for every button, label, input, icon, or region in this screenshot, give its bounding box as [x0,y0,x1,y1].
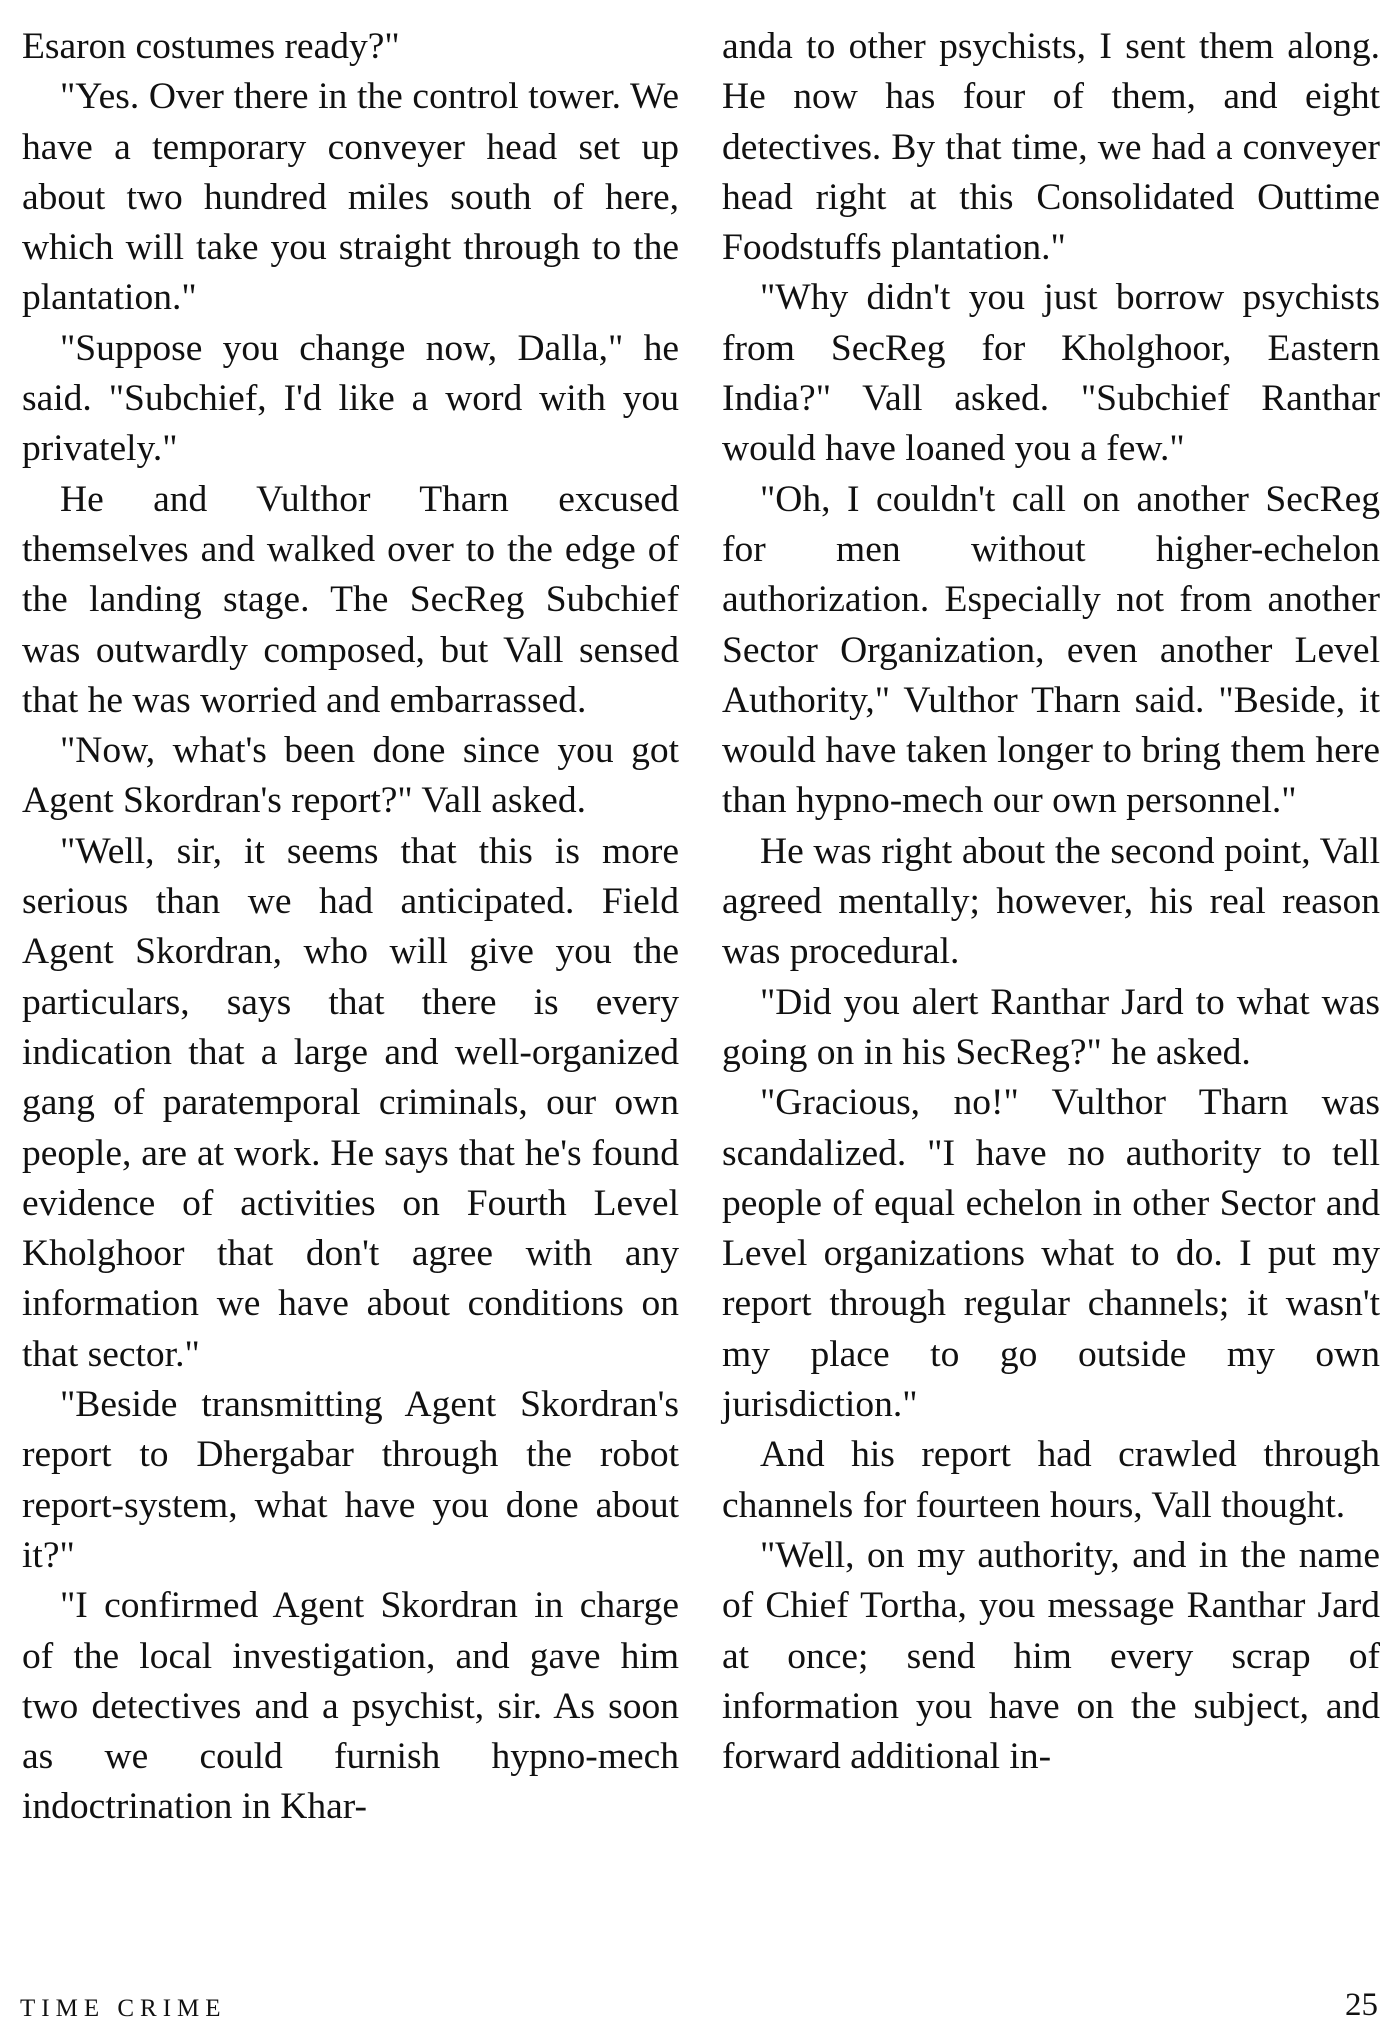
paragraph: "Did you alert Ranthar Jard to what was going on in his SecReg?" he asked. [722,981,1380,1073]
right-column [722,22,1380,1782]
paragraph: Esaron costumes ready?" [22,26,400,67]
page-number: 25 [1345,1987,1378,2023]
paragraph: "Suppose you change now, Dalla," he said. "Subchief, I'd like a word with you privately." [22,327,679,470]
paragraph: "I confirmed Agent Skordran in charge of the local investigation, and gave him two detectives and a psychist, sir. As soon as we could furnish hypno-mech indoctrination in Khar- [22,1585,679,1828]
paragraph: He was right about the second point, Vall agreed mentally; however, his real reason was procedural. [722,830,1380,973]
paragraph: And his report had crawled through channels for fourteen hours, Vall thought. [722,1434,1380,1526]
paragraph: "Yes. Over there in the control tower. We have a temporary conveyer head set up about two hundred miles south of here, which will take you straight through to the plantation." [22,76,679,319]
paragraph: "Gracious, no!" Vulthor Tharn was scandalized. "I have no authority to tell people of equal echelon in other Sector and Level organizations what to do. I put my report through regular channels; it wasn't my place to go outside my own jurisdiction." [722,1082,1380,1426]
paragraph: He and Vulthor Tharn excused themselves and walked over to the edge of the landing stage. The SecReg Subchief was outwardly composed, but Vall sensed that he was worried and embarrassed. [22,478,679,721]
paragraph: "Now, what's been done since you got Agent Skordran's report?" Vall asked. [22,730,679,822]
paragraph: "Well, on my authority, and in the name of Chief Tortha, you message Ranthar Jard at once; send him every scrap of information you have on the subject, and forward additional in- [722,1534,1380,1778]
paragraph: "Beside transmitting Agent Skordran's report to Dhergabar through the robot report-system, what have you done about it?" [22,1384,679,1576]
paragraph: anda to other psychists, I sent them along. He now has four of them, and eight detectives. By that time, we had a conveyer head right at this Consolidated Outtime Foodstuffs plantation." [722,26,1380,269]
running-title: TIME CRIME [20,1995,227,2022]
paragraph: "Why didn't you just borrow psychists from SecReg for Kholghoor, Eastern India?" Vall asked. "Subchief Ranthar would have loaned you a few." [722,277,1380,470]
page-footer [0,1987,1400,2035]
paragraph: "Oh, I couldn't call on another SecReg for men without higher-echelon authorization. Especially not from another Sector Organization, even another Level Authority," Vulthor Tharn said. "Beside, it would have taken longer to bring them here than hypno-mech our own personnel." [722,478,1380,822]
paragraph: "Well, sir, it seems that this is more serious than we had anticipated. Field Agent Skordran, who will give you the particulars, says that there is every indication that a large and well-organized gang of paratemporal criminals, our own people, are at work. He says that he's found evidence of activities on Fourth Level Kholghoor that don't agree with any information we have about conditions on that sector." [22,830,679,1375]
left-column [22,22,679,1833]
